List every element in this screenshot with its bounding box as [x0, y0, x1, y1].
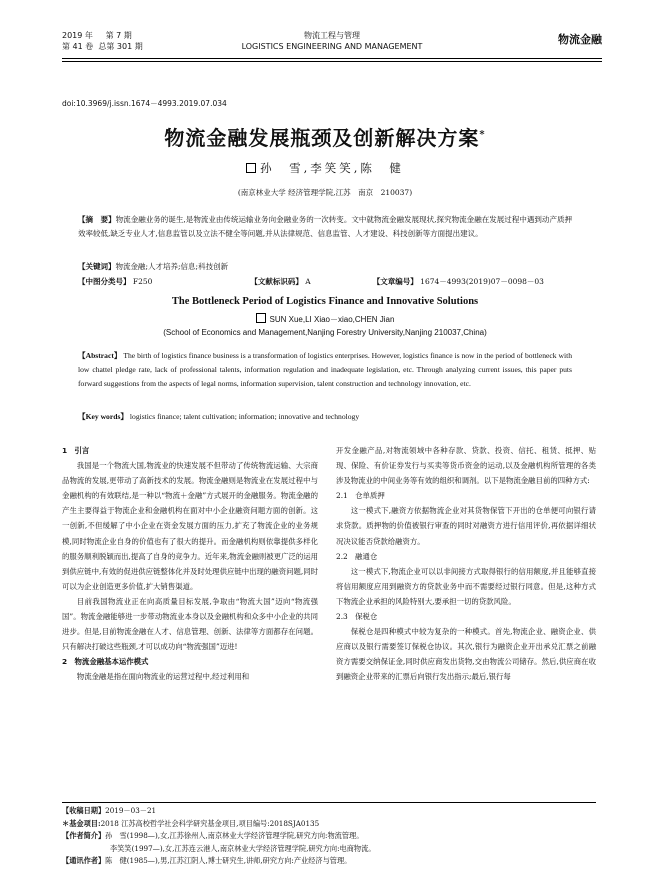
- received-date: [62, 805, 596, 818]
- abstract-text: 物流金融业务的诞生,是物流业由传统运输业务向金融业务的一次转变。文中就物流金融发展现状,探究物流金融在发展过程中遇到动产质押效率较低,缺乏专业人才,信息监管以及立法不健全等问题,并从法律规范、信息监管、人才建设、科技创新等方面提出建议。: [78, 215, 573, 238]
- fund-label: ＊基金项目:: [62, 818, 101, 828]
- issue: 第 7 期: [105, 31, 132, 40]
- article-no-label: 【文章编号】: [372, 277, 418, 286]
- subsection-heading: 2.1 仓单质押: [336, 491, 385, 501]
- paragraph: 这一模式下,物流企业可以以非间接方式取得银行的信用额度,并且能够直接将信用额度应用到融资方的贷款业务中而不需要经过银行同意。但是,这种方式下物流企业承担的风险特别大,要承担一切的贷款风险。: [336, 566, 596, 606]
- author-bio: [62, 830, 596, 843]
- body-column-right: [336, 443, 596, 685]
- fund-info: [62, 818, 596, 831]
- section-heading: 1 引言: [62, 446, 90, 455]
- paper-title: [0, 122, 650, 151]
- corresponding-value: 陈 健(1985—),男,江苏江阴人,博士研究生,讲师,研究方向:产业经济与管理。: [105, 856, 352, 865]
- doc-code-label: 【文献标识码】: [250, 277, 303, 286]
- paragraph: 保税仓是四种模式中较为复杂的一种模式。首先,物流企业、融资企业、供应商以及银行需要签订保税仓协议。其次,银行为融资企业开出承兑汇票之前融资方需要交纳保证金,同时供应商发出货物,交由物流公司储存。然后,供应商在收到融资企业带来的汇票后向银行发出指示;最后,银行每: [336, 627, 596, 682]
- footnotes: [62, 802, 596, 868]
- column-name: 物流金融: [558, 33, 602, 46]
- english-abstract-text: The birth of logistics finance business is a transformation of logistics enterprises. However, logistics finance is now in the period of bottleneck with low chattel pledge rate, lack of professional talents, information regulation and inadequate legislation, etc. Through analyzing current issues, this paper puts forward suggestions from the aspects of legal norms, information supervision, talent construction and technology innovation, etc.: [78, 351, 572, 388]
- classification-row: [78, 276, 572, 287]
- article-no-value: 1674－4993(2019)07－0098－03: [420, 277, 544, 286]
- journal-name: [232, 30, 432, 52]
- subsection-heading: 2.3 保税仓: [336, 612, 378, 622]
- author-names: 孙 雪,李笑笑,陈 健: [260, 161, 404, 175]
- clc-value: F250: [132, 277, 153, 286]
- english-keywords-text: logistics finance; talent cultivation; information; innovative and technology: [129, 412, 360, 421]
- checkbox-icon: [246, 163, 256, 173]
- subsection-heading: 2.2 融通仓: [336, 551, 378, 561]
- keywords-label: 【关键词】: [78, 262, 116, 271]
- title-text: 物流金融发展瓶颈及创新解决方案: [164, 126, 480, 150]
- paragraph: 物流金融是指在面向物流业的运营过程中,经过利用和: [76, 672, 250, 682]
- issue-info: [62, 30, 143, 52]
- keywords: [78, 261, 572, 272]
- english-author-names: SUN Xue,LI Xiao－xiao,CHEN Jian: [269, 315, 395, 324]
- footnote-rule: [62, 802, 596, 803]
- english-affiliation: (School of Economics and Management,Nanjing Forestry University,Nanjing 210037,China): [163, 328, 487, 337]
- year: 2019 年: [62, 31, 93, 40]
- header-rule-2: [62, 61, 602, 62]
- section-heading: 2 物流金融基本运作模式: [62, 657, 149, 667]
- doc-code-value: A: [305, 277, 311, 286]
- english-abstract: [78, 349, 572, 391]
- english-keywords-label: 【Key words】: [78, 412, 128, 421]
- paragraph: 开发金融产品,对物流领域中各种存款、贷款、投资、信托、租赁、抵押、贴现、保险、有价证券发行与买卖等货币资金的运动,以及金融机构所管理的各类涉及物流业的中间业务等有效的组织和调剂。以下是物流金融目前的四种方式:: [336, 446, 596, 486]
- fund-value: 2018 江苏高校哲学社会科学研究基金项目,项目编号:2018SJA0135: [100, 818, 320, 828]
- corresponding-label: 【通讯作者】: [62, 856, 106, 865]
- abstract-label: 【摘 要】: [78, 215, 116, 224]
- clc-label: 【中图分类号】: [78, 277, 131, 286]
- corresponding-author: [62, 855, 596, 868]
- paragraph: 这一模式下,融资方依据物流企业对其货物保管下开出的仓单便可向银行请求贷款。质押物的价值被银行审查的同时对融资方进行信用评价,再依据详细状况决议能否贷款给融资方。: [336, 506, 596, 546]
- doi: doi:10.3969/j.issn.1674－4993.2019.07.034: [62, 99, 227, 108]
- affiliation: (南京林业大学 经济管理学院,江苏 南京 210037): [237, 188, 413, 197]
- volume: 第 41 卷: [62, 42, 94, 51]
- keywords-text: 物流金融;人才培养;信息;科技创新: [115, 262, 229, 271]
- english-abstract-label: 【Abstract】: [78, 351, 122, 360]
- received-label: 【收稿日期】: [62, 806, 106, 815]
- total-issue: 总第 301 期: [98, 42, 143, 51]
- abstract: [78, 213, 572, 241]
- english-authors: [0, 313, 650, 325]
- paragraph: 我国是一个物流大国,物流业的快速发展不但带动了传统物流运输、大宗商品物流的发展,更带动了高新技术的发展。物流金融则是物流业在发展过程中与金融机构的有效联结,是一种以“物流＋金融”方式展开的金融服务。物流金融的产生主要得益于物流企业和金融机构在面对中小企业融资问题方面的创新。这一创新,不但缓解了中小企业在资金发展方面的压力,扩充了物流企业的业务规模,同时物流企业自身的价值也有了很大的提升。而金融机构则依靠提供多样化的服务顺利脱颖而出,提高了自身的竞争力。近年来,物流金融则被更广泛的运用到供应链中,有效的促进供应链整体化并及时处理供应链中出现的融资问题,同时可以为企业创造更多价值,扩大销售渠道。: [62, 461, 318, 591]
- running-header: [62, 28, 602, 62]
- header-rule: [62, 58, 602, 59]
- checkbox-icon: [256, 313, 266, 323]
- journal-name-cn: 物流工程与管理: [304, 31, 360, 40]
- authors: [0, 160, 650, 176]
- journal-name-en: LOGISTICS ENGINEERING AND MANAGEMENT: [241, 42, 423, 51]
- paragraph: 目前我国物流业正在向高质量目标发展,争取由“物流大国”迈向“物流强国”。物流金融能够进一步带动物流业本身以及金融机构和众多中小企业的共同进步。但是,目前物流金融在人才、信息管理、创新、法律等方面都存在问题。只有解决打破这些瓶颈,才可以成功向“物流强国”迈进!: [62, 596, 318, 652]
- author-bio: 李笑笑(1997—),女,江苏连云港人,南京林业大学经济管理学院,研究方向:电商物流。: [110, 843, 376, 853]
- body-column-left: [62, 443, 318, 685]
- author-bio-label: 【作者简介】: [62, 831, 106, 840]
- english-title: The Bottleneck Period of Logistics Finance and Innovative Solutions: [171, 296, 479, 307]
- title-footnote-mark: *: [479, 129, 486, 141]
- received-value: 2019－03－21: [105, 806, 157, 815]
- author-bio-1: 孙 雪(1998—),女,江苏徐州人,南京林业大学经济管理学院,研究方向:物流管理。: [105, 831, 364, 840]
- english-keywords: [78, 411, 572, 422]
